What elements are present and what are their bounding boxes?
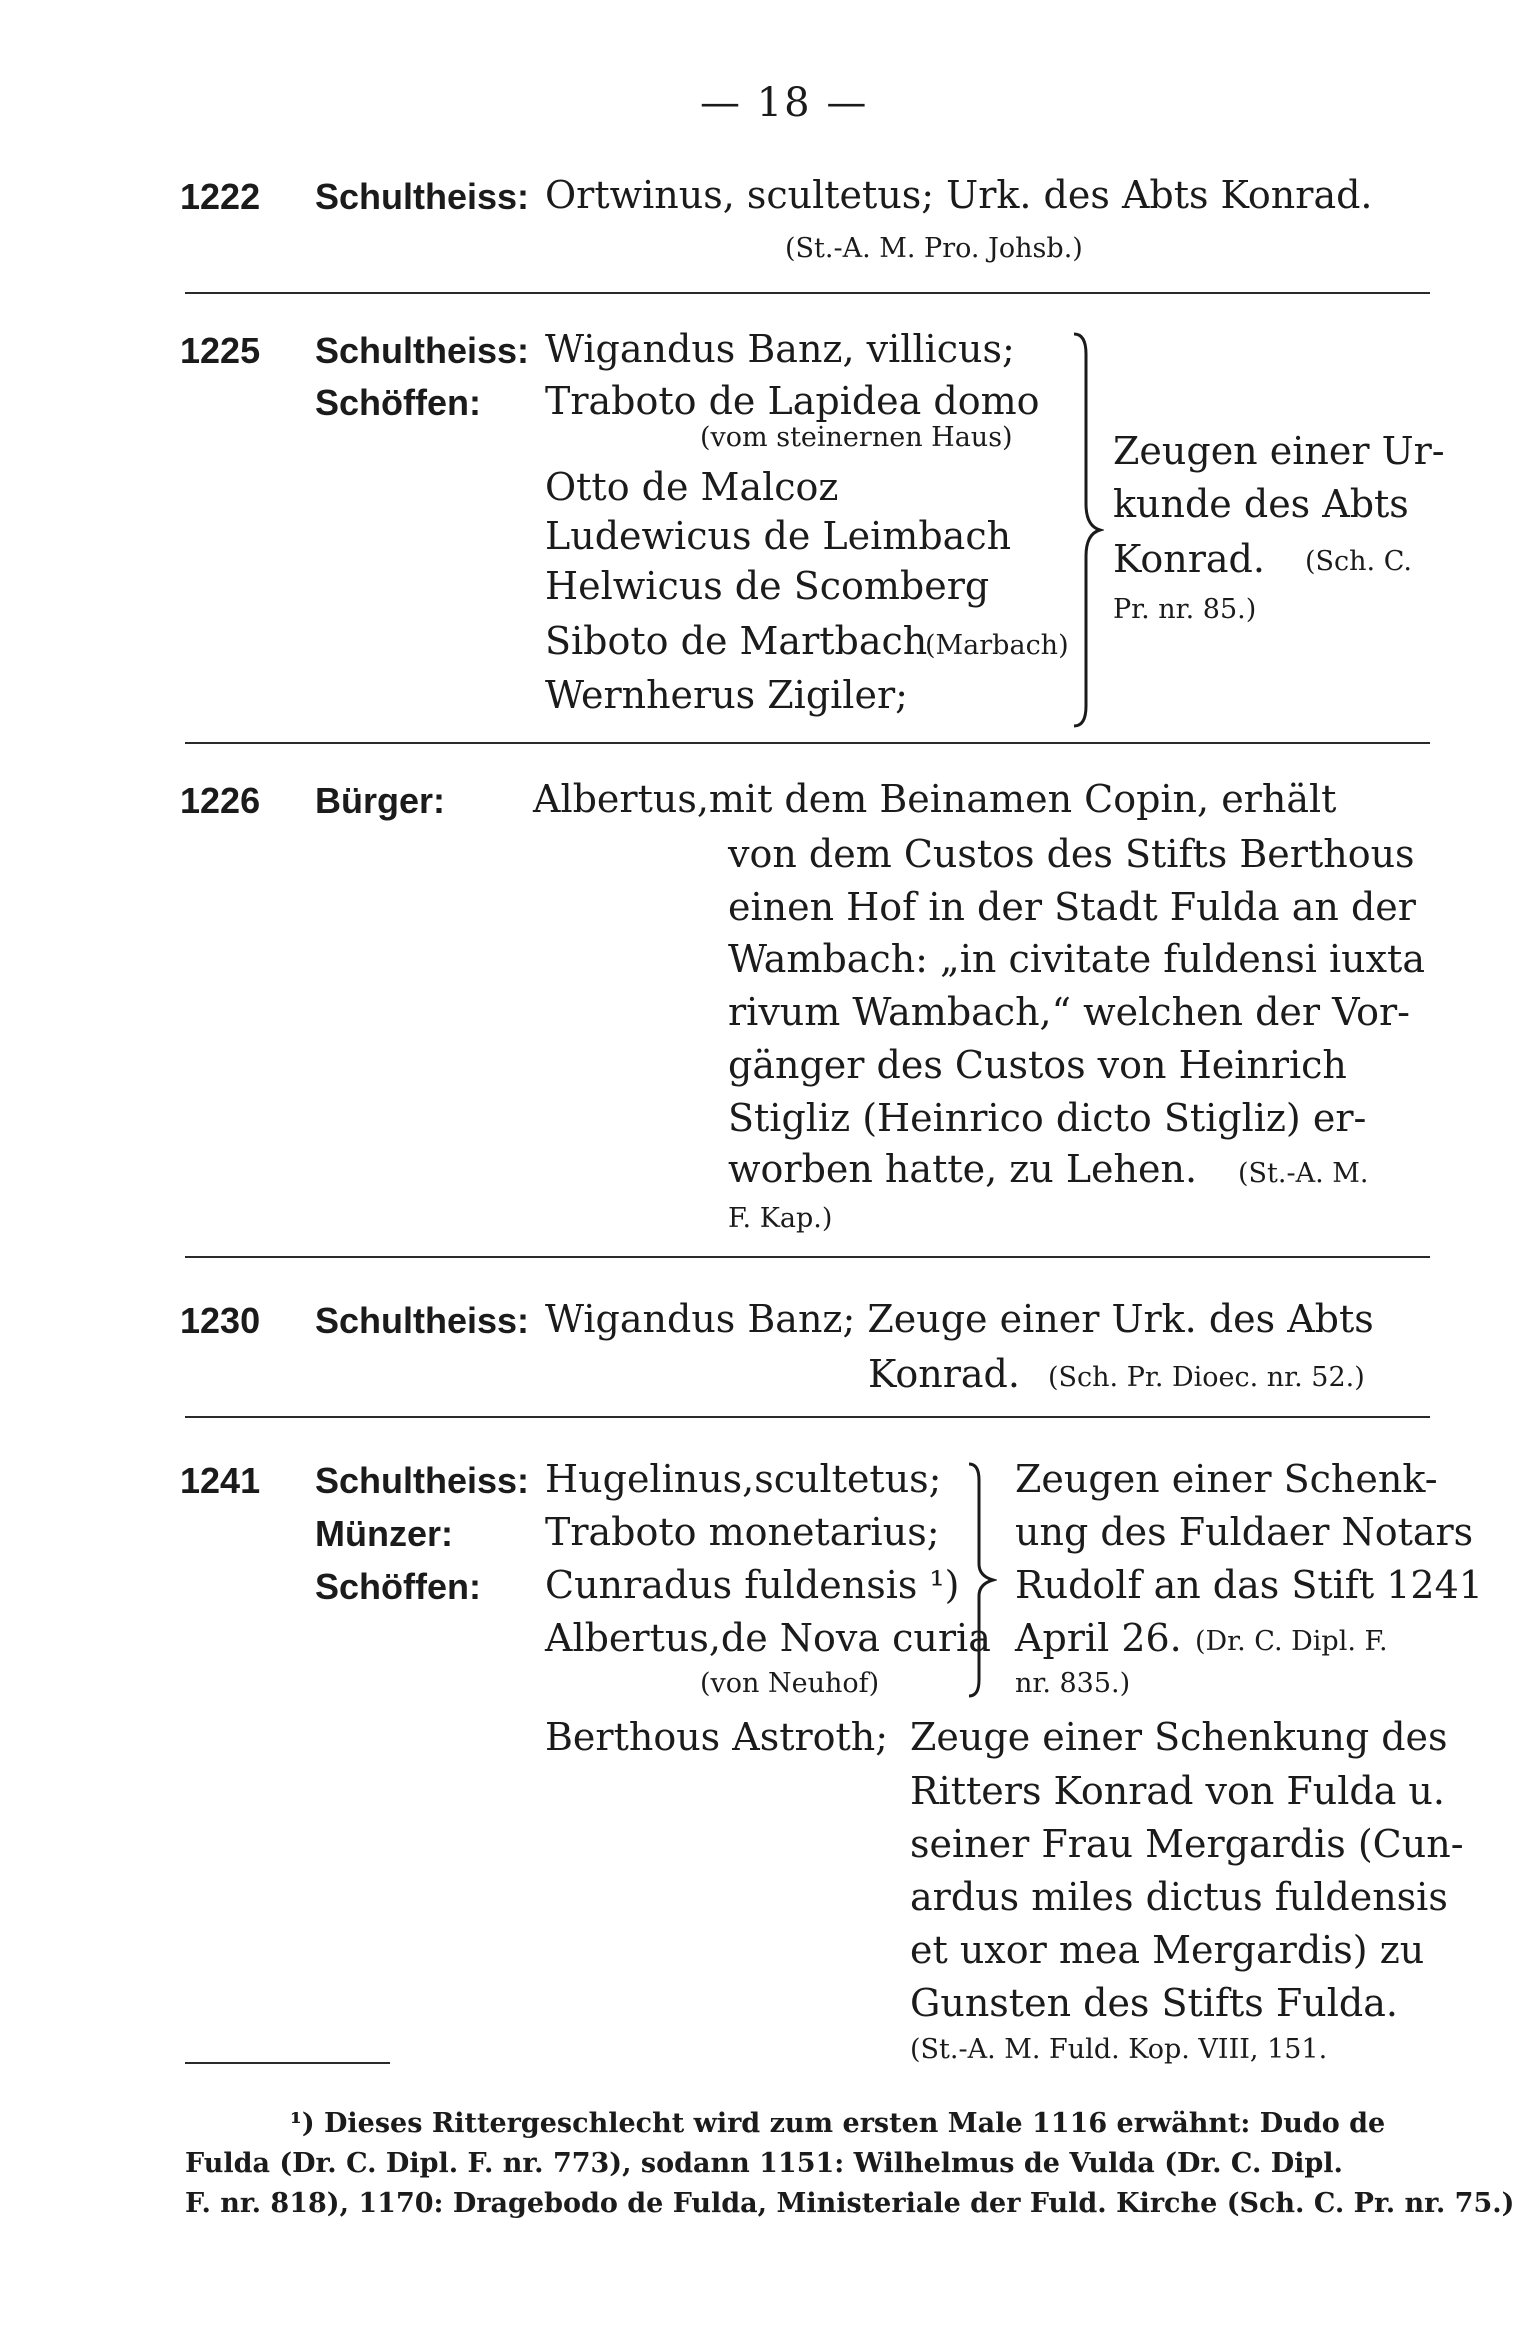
divider	[185, 1416, 1430, 1418]
label-schoeffen-1225: Schöffen:	[315, 382, 481, 423]
name-gloss: (vom steinernen Haus)	[700, 422, 1013, 453]
paragraph-line: von dem Custos des Stifts Berthous	[728, 832, 1415, 876]
label-buerger-1226: Bürger:	[315, 780, 446, 821]
divider	[185, 742, 1430, 744]
name-line: Otto de Malcoz	[545, 465, 839, 509]
paragraph-source: F. Kap.)	[728, 1203, 833, 1234]
label-schultheiss-1241: Schultheiss:	[315, 1460, 530, 1501]
name-gloss: (Marbach)	[925, 630, 1069, 661]
entry-1222-source: (St.-A. M. Pro. Johsb.)	[785, 233, 1083, 264]
paragraph-source: (St.-A. M. Fuld. Kop. VIII, 151.	[910, 2034, 1328, 2065]
paragraph-line: Ritters Konrad von Fulda u.	[910, 1769, 1445, 1813]
year-1225: 1225	[180, 330, 261, 371]
label-schultheiss-1230: Schultheiss:	[315, 1300, 530, 1341]
paragraph-line: Zeuge einer Schenkung des	[910, 1715, 1448, 1759]
paragraph-line: et uxor mea Mergardis) zu	[910, 1928, 1425, 1972]
label-muenzer-1241: Münzer:	[315, 1513, 453, 1554]
name-line: Wigandus Banz, villicus;	[545, 327, 1015, 371]
footnote-line: ¹) Dieses Rittergeschlecht wird zum ersten Male 1116 erwähnt: Dudo de	[290, 2108, 1386, 2139]
entry-1222-text: Ortwinus, scultetus; Urk. des Abts Konrad.	[545, 173, 1373, 217]
divider	[185, 1256, 1430, 1258]
paragraph-line: gänger des Custos von Heinrich	[728, 1043, 1347, 1087]
year-1241: 1241	[180, 1460, 261, 1501]
year-1226: 1226	[180, 780, 261, 821]
page-number: — 18 —	[700, 80, 869, 126]
note-source: (Sch. C.	[1305, 546, 1412, 577]
name-line: Albertus,de Nova curia	[545, 1616, 991, 1660]
label-schultheiss-1222: Schultheiss:	[315, 176, 530, 217]
note-line: ung des Fuldaer Notars	[1015, 1510, 1474, 1554]
entry-1230-source: (Sch. Pr. Dioec. nr. 52.)	[1048, 1362, 1365, 1393]
footnote-line: F. nr. 818), 1170: Dragebodo de Fulda, Ministeriale der Fuld. Kirche (Sch. C. Pr. nr. 75.)	[185, 2188, 1515, 2219]
footnote-divider	[185, 2062, 390, 2064]
label-schultheiss-1225: Schultheiss:	[315, 330, 530, 371]
note-source: Pr. nr. 85.)	[1113, 594, 1257, 625]
paragraph-line: Gunsten des Stifts Fulda.	[910, 1981, 1398, 2025]
paragraph-line: rivum Wambach,“ welchen der Vor-	[728, 990, 1410, 1034]
note-line: Rudolf an das Stift 1241	[1015, 1563, 1483, 1607]
berthous-name: Berthous Astroth;	[545, 1715, 889, 1759]
note-line: Konrad.	[1113, 537, 1265, 581]
right-brace	[965, 1460, 997, 1700]
name-line: Ludewicus de Leimbach	[545, 514, 1012, 558]
note-line: Zeugen einer Ur-	[1113, 429, 1445, 473]
name-line: Helwicus de Scomberg	[545, 564, 990, 608]
paragraph-line: ardus miles dictus fuldensis	[910, 1875, 1448, 1919]
paragraph-line: einen Hof in der Stadt Fulda an der	[728, 885, 1416, 929]
paragraph-line: Albertus,mit dem Beinamen Copin, erhält	[533, 777, 1337, 821]
entry-1230-text: Konrad.	[868, 1352, 1020, 1396]
divider	[185, 292, 1430, 294]
name-line: Siboto de Martbach	[545, 619, 928, 663]
paragraph-source: (St.-A. M.	[1238, 1158, 1369, 1189]
note-source: (Dr. C. Dipl. F.	[1195, 1626, 1388, 1657]
paragraph-line: Stigliz (Heinrico dicto Stigliz) er-	[728, 1096, 1367, 1140]
paragraph-line: Wambach: „in civitate fuldensi iuxta	[728, 937, 1425, 981]
note-line: kunde des Abts	[1113, 482, 1409, 526]
name-line: Hugelinus,scultetus;	[545, 1457, 942, 1501]
name-gloss: (von Neuhof)	[700, 1668, 880, 1699]
note-line: Zeugen einer Schenk-	[1015, 1457, 1438, 1501]
name-line: Wernherus Zigiler;	[545, 673, 908, 717]
year-1230: 1230	[180, 1300, 261, 1341]
year-1222: 1222	[180, 176, 261, 217]
footnote-line: Fulda (Dr. C. Dipl. F. nr. 773), sodann 1151: Wilhelmus de Vulda (Dr. C. Dipl.	[185, 2148, 1343, 2179]
entry-1230-text: Wigandus Banz; Zeuge einer Urk. des Abts	[545, 1297, 1374, 1341]
name-line: Traboto de Lapidea domo	[545, 379, 1040, 423]
paragraph-line: seiner Frau Mergardis (Cun-	[910, 1822, 1464, 1866]
note-source: nr. 835.)	[1015, 1668, 1131, 1699]
right-brace	[1070, 330, 1104, 730]
name-line: Cunradus fuldensis ¹)	[545, 1563, 960, 1607]
name-line: Traboto monetarius;	[545, 1510, 940, 1554]
paragraph-line: worben hatte, zu Lehen.	[728, 1147, 1198, 1191]
label-schoeffen-1241: Schöffen:	[315, 1566, 481, 1607]
note-line: April 26.	[1015, 1616, 1182, 1660]
